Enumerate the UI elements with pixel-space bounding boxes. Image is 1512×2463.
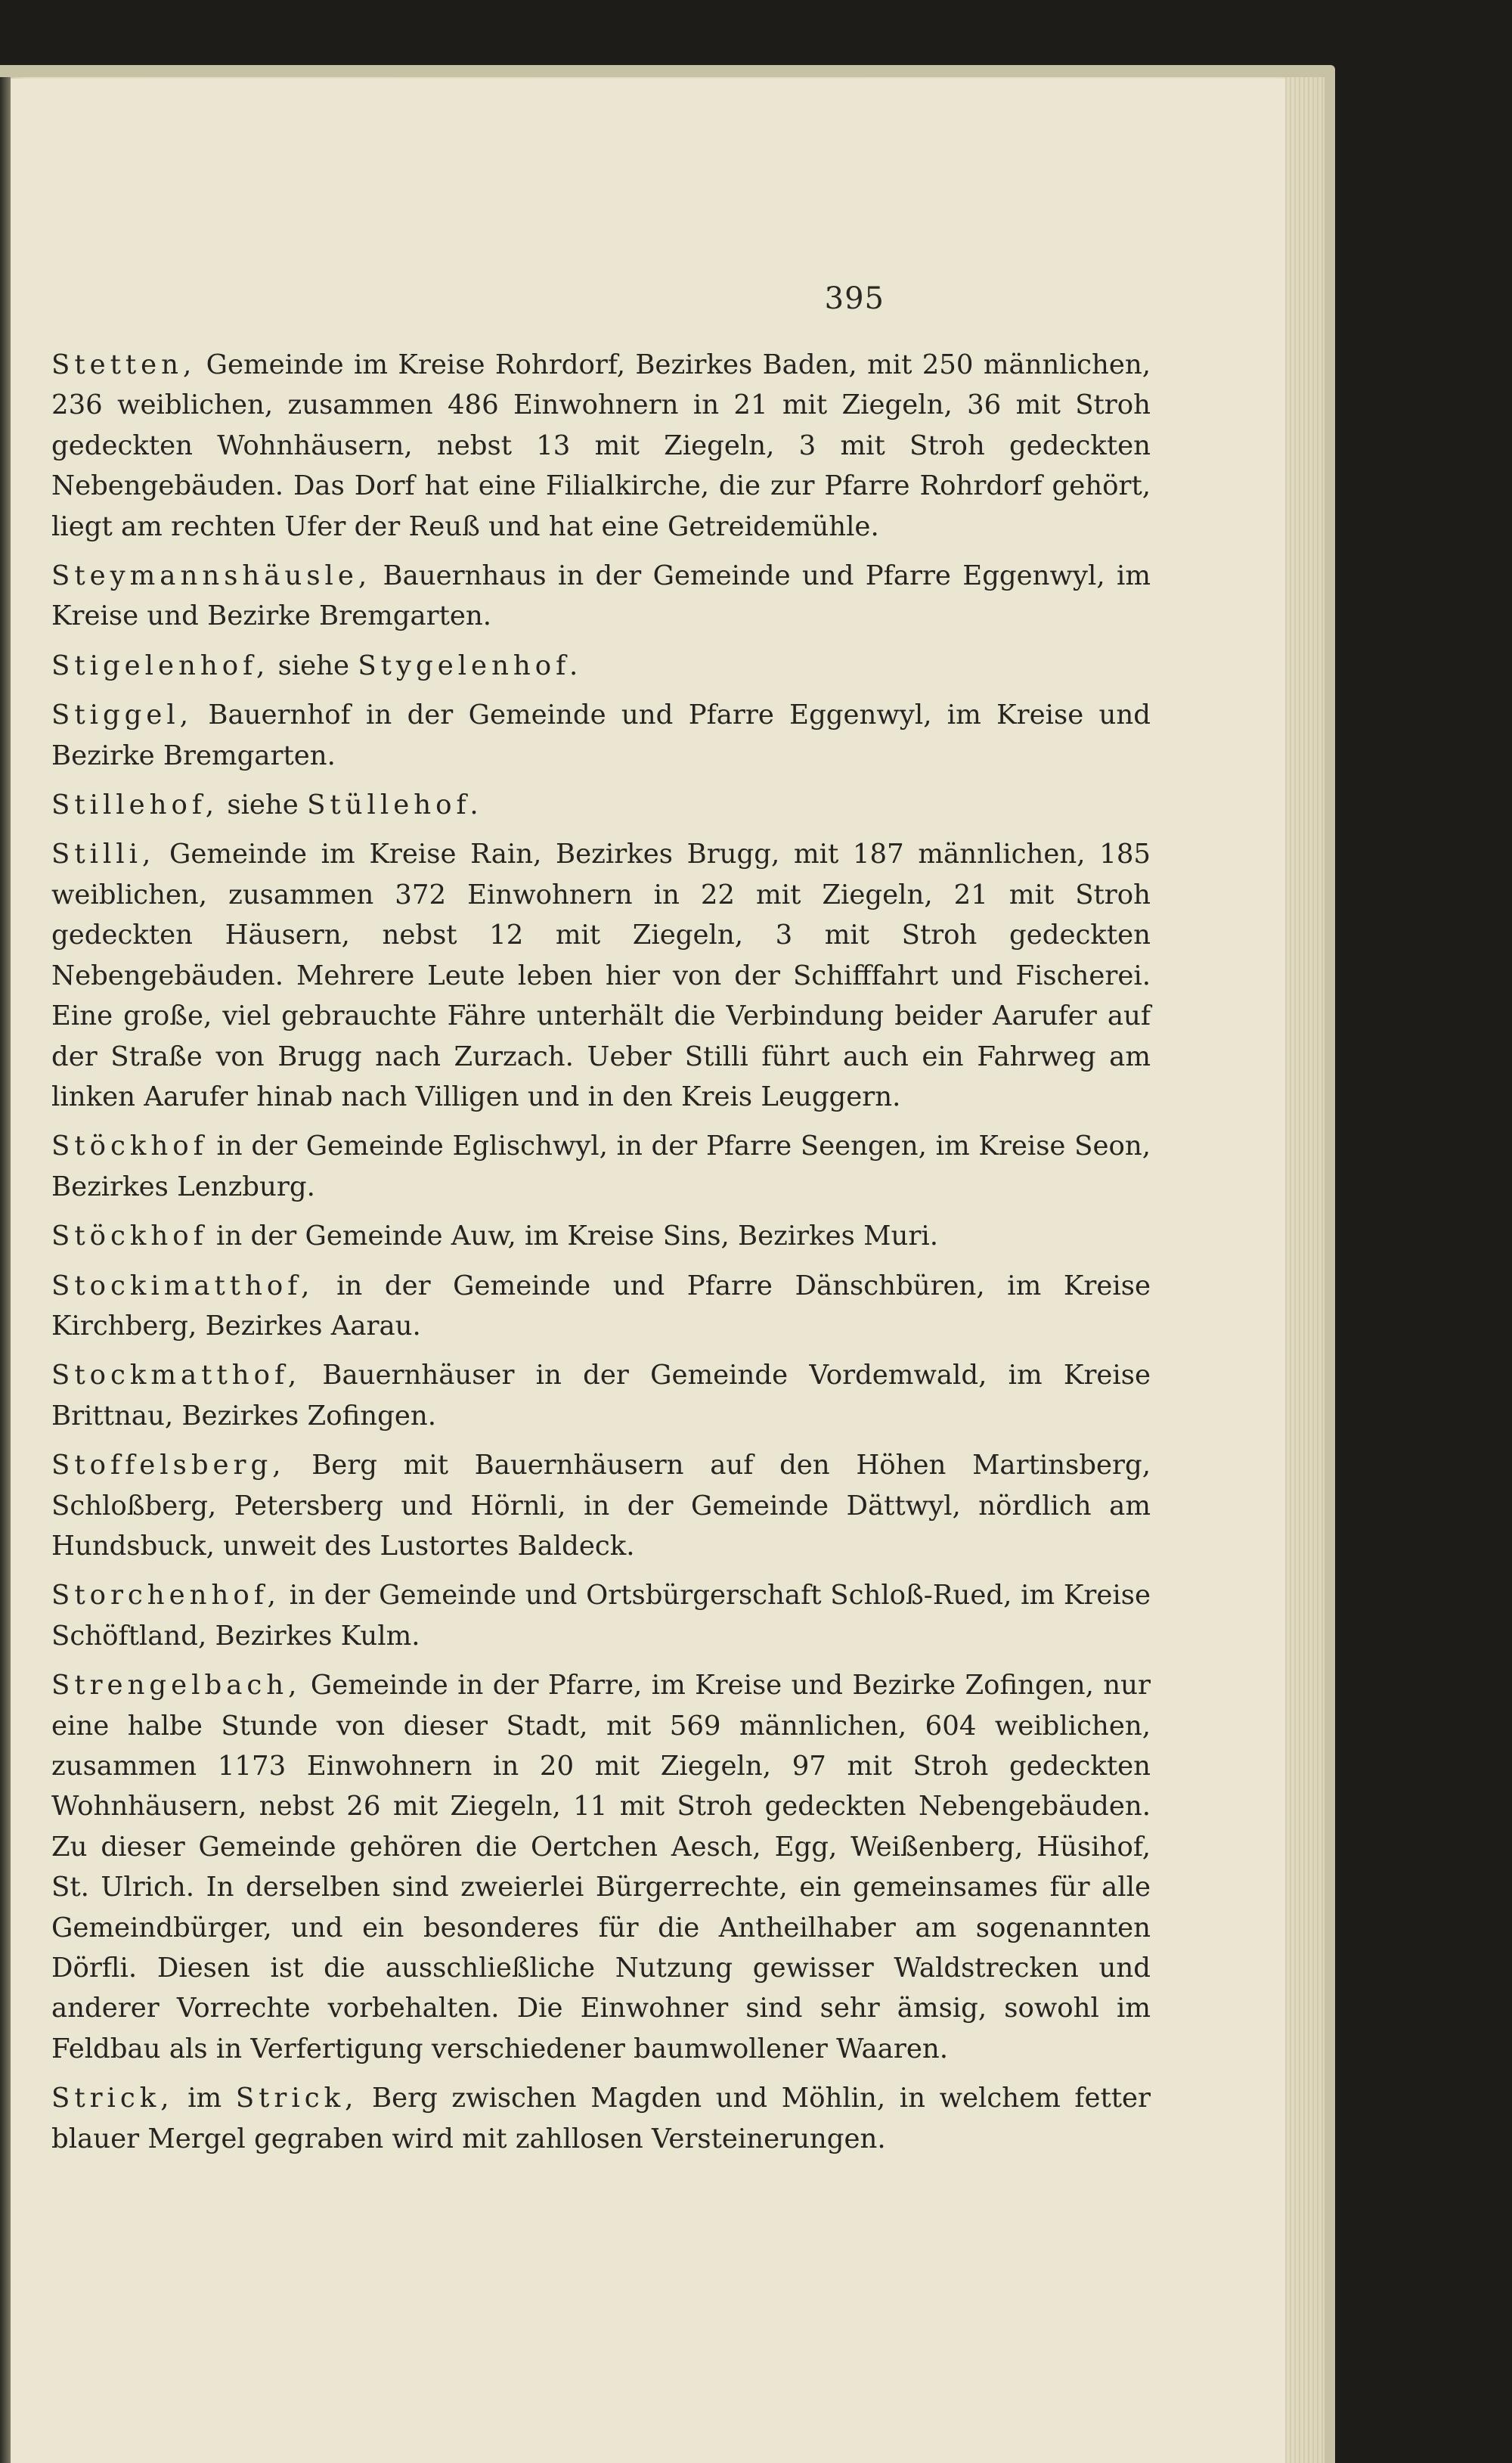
entry [51,646,1151,686]
entry-headword: Stöckhof [51,1221,208,1252]
page-edge-lines [1285,77,1325,2463]
entry-headword: Stigelenhof, [51,650,270,681]
entry-reference: Strick, [235,2083,358,2114]
entry-text: siehe [269,650,358,681]
entry-headword: Stetten, [51,349,197,380]
entry-headword: Stiggel, [51,700,194,731]
entry [51,1575,1151,1656]
entry [51,1266,1151,1347]
entry-text: in der Gemeinde und Ortsbürgerschaft Schloß-Rued, im Kreise Schöftland, Bezirkes Kulm. [51,1580,1151,1652]
entry-text: in der Gemeinde Auw, im Kreise Sins, Bezirkes Muri. [207,1221,938,1252]
entry-headword: Stockimatthof, [51,1270,314,1301]
entry-reference: Stüllehof. [307,789,483,821]
entry-headword: Steymannshäusle, [51,560,372,592]
entries-list [51,345,1151,2168]
entry [51,834,1151,1117]
entry [51,1126,1151,1207]
page [0,79,1285,2463]
entry-text: Gemeinde im Kreise Rohrdorf, Bezirkes Baden, mit 250 männlichen, 236 weiblichen, zusammen 486 Einwohnern in 21 mit Ziegeln, 36 mit Stroh gedeckten Wohnhäusern, nebst 13 mit Ziegeln, 3 mit Stroh gedeckten Nebengebäuden. Das Dorf hat eine Filialkirche, die zur Pfarre Rohrdorf gehört, liegt am rechten Ufer der Reuß und hat eine Getreidemühle. [51,349,1151,542]
entry-headword: Stoffelsberg, [51,1450,286,1481]
binding-edge [0,77,11,2463]
entry [51,785,1151,825]
entry-text: Bauernhof in der Gemeinde und Pfarre Eggenwyl, im Kreise und Bezirke Bremgarten. [51,700,1151,771]
entry-text: Gemeinde im Kreise Rain, Bezirkes Brugg, mit 187 männlichen, 185 weiblichen, zusammen 372 Einwohnern in 22 mit Ziegeln, 21 mit Stroh gedeckten Häusern, nebst 12 mit Ziegeln, 3 mit Stroh gedeckten Nebengebäuden. Mehrere Leute leben hier von der Schifffahrt und Fischerei. Eine große, viel gebrauchte Fähre unterhält die Verbindung beider Aarufer auf der Straße von Brugg nach Zurzach. Ueber Stilli führt auch ein Fahrweg am linken Aarufer hinab nach Villigen und in den Kreis Leuggern. [51,839,1151,1112]
entry-headword: Strengelbach, [51,1670,302,1701]
entry-headword: Stilli, [51,839,156,870]
entry-headword: Strick, [51,2083,174,2114]
entry-text: in der Gemeinde Eglischwyl, in der Pfarre Seengen, im Kreise Seon, Bezirkes Lenzburg. [51,1131,1151,1202]
entry-text: Gemeinde in der Pfarre, im Kreise und Bezirke Zofingen, nur eine halbe Stunde von dieser Stadt, mit 569 männlichen, 604 weiblichen, zusammen 1173 Einwohnern in 20 mit Ziegeln, 97 mit Stroh gedeckten Wohnhäusern, nebst 26 mit Ziegeln, 11 mit Stroh gedeckten Nebengebäuden. Zu dieser Gemeinde gehören die Oertchen Aesch, Egg, Weißenberg, Hüsihof, St. Ulrich. In derselben sind zweierlei Bürgerrechte, ein gemeinsames für alle Gemeindbürger, und ein besonderes für die Antheilhaber am sogenannten Dörfli. Diesen ist die ausschließliche Nutzung gewisser Waldstrecken und anderer Vorrechte vorbehalten. Die Einwohner sind sehr ämsig, sowohl im Feldbau als in Verfertigung verschiedener baumwollener Waaren. [51,1670,1151,2064]
entry-text: siehe [218,789,308,821]
entry [51,345,1151,547]
entry [51,556,1151,637]
entry-headword: Stöckhof [51,1131,208,1162]
entry-text: Bauernhäuser in der Gemeinde Vordemwald, im Kreise Brittnau, Bezirkes Zofingen. [51,1360,1151,1432]
entry [51,1665,1151,2069]
entry-reference: Stygelenhof. [358,650,583,681]
entry [51,2078,1151,2159]
entry-text: Bauernhaus in der Gemeinde und Pfarre Eggenwyl, im Kreise und Bezirke Bremgarten. [51,560,1151,632]
entry-text-tail: Berg zwischen Magden und Möhlin, in welchem fetter blauer Mergel gegraben wird mit zahllosen Versteinerungen. [51,2083,1151,2154]
entry-text: Berg mit Bauernhäusern auf den Höhen Martinsberg, Schloßberg, Petersberg und Hörnli, in der Gemeinde Dättwyl, nördlich am Hundsbuck, unweit des Lustortes Baldeck. [51,1450,1151,1562]
entry-headword: Stockmatthof, [51,1360,302,1391]
entry [51,1216,1151,1256]
entry [51,695,1151,776]
entry [51,1355,1151,1436]
entry-headword: Stillehof, [51,789,219,821]
page-number: 395 [824,281,885,316]
entry [51,1445,1151,1566]
entry-text: in der Gemeinde und Pfarre Dänschbüren, im Kreise Kirchberg, Bezirkes Aarau. [51,1270,1151,1342]
entry-text: im [173,2083,236,2114]
entry-headword: Storchenhof, [51,1580,280,1611]
